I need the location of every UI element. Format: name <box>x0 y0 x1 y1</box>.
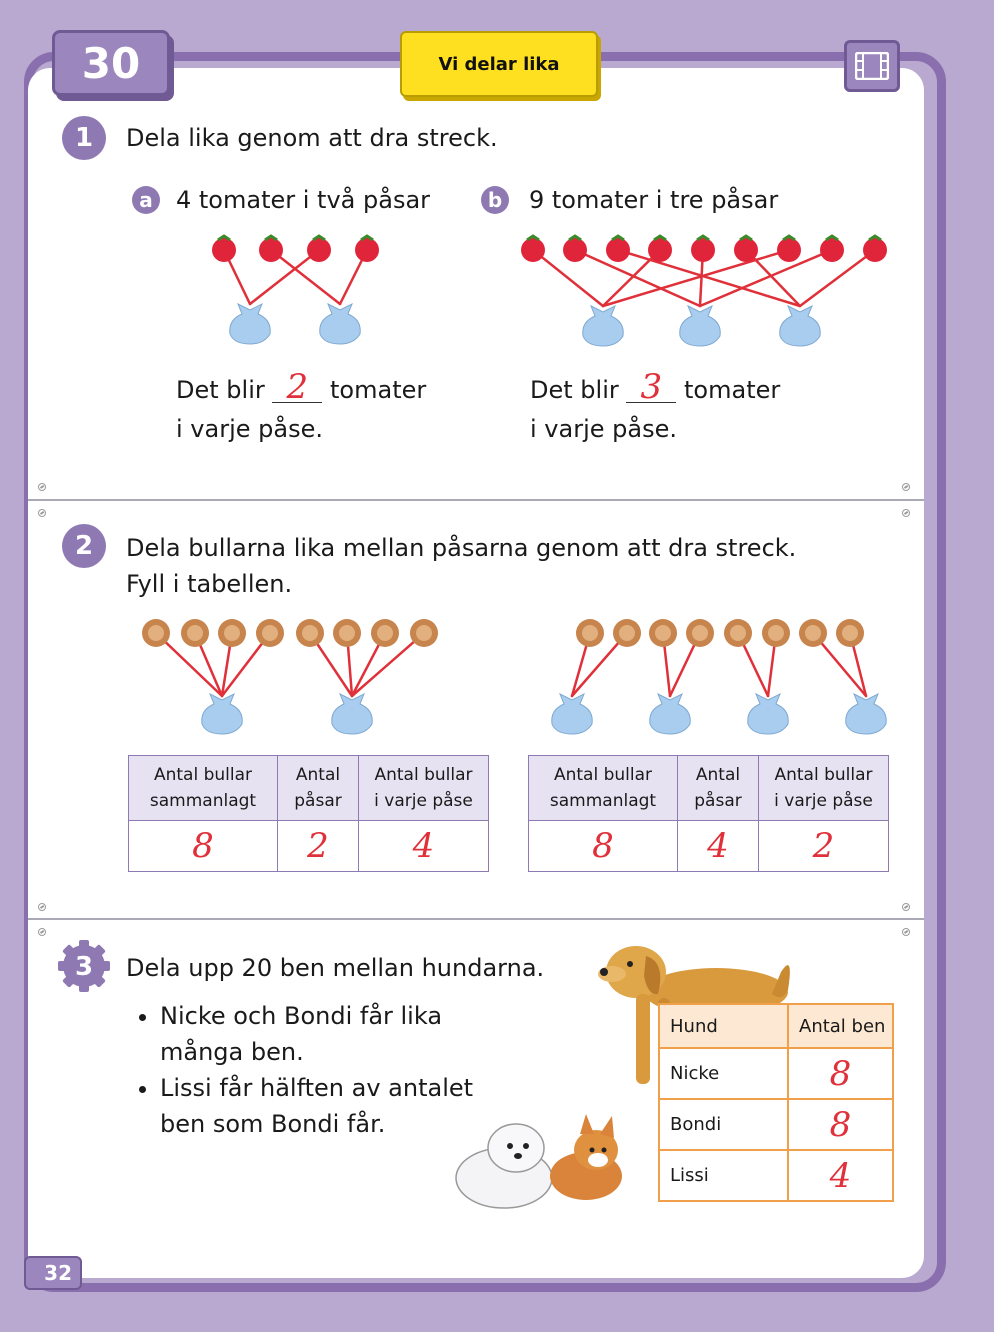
table-header: Antal bullar sammanlagt <box>529 756 678 821</box>
tomato-icon <box>734 238 758 262</box>
subtask-a-label: a <box>132 186 160 214</box>
total-buns-cell[interactable]: 8 <box>129 821 278 872</box>
table-header: Antal påsar <box>278 756 359 821</box>
bun-center <box>224 625 240 641</box>
subtask-a-answer-line2: i varje påse. <box>176 415 323 443</box>
screw-icon <box>902 903 910 911</box>
bag-icon <box>650 694 691 734</box>
dog-name: Nicke <box>659 1048 788 1099</box>
table-row <box>659 1150 893 1201</box>
bullet-item: • Lissi får hälften av antalet ben som Bondi får. <box>160 1070 473 1142</box>
task3-instruction: Dela upp 20 ben mellan hundarna. <box>126 954 545 982</box>
dog-name: Lissi <box>659 1150 788 1201</box>
dog-name: Bondi <box>659 1099 788 1150</box>
bun-center <box>148 625 164 641</box>
small-dogs-illustration <box>446 1108 636 1218</box>
gear-icon <box>56 938 112 994</box>
bag-icon <box>583 306 624 346</box>
bun-center <box>582 625 598 641</box>
screw-icon <box>902 928 910 936</box>
task1-tomato-drawing <box>0 0 994 360</box>
table-header: Antal ben <box>788 1004 893 1048</box>
tomato-icon <box>259 238 283 262</box>
table-header: Hund <box>659 1004 788 1048</box>
bun-center <box>416 625 432 641</box>
screw-icon <box>38 509 46 517</box>
bag-icon <box>780 306 821 346</box>
bones-cell[interactable]: 8 <box>788 1099 893 1150</box>
left-bun-table <box>128 755 489 872</box>
table-header: Antal bullar i varje påse <box>759 756 889 821</box>
bag-icon <box>202 694 243 734</box>
subtask-b-answer-line: Det blir 3 tomater <box>530 367 781 407</box>
tomato-icon <box>648 238 672 262</box>
task2-bun-drawing <box>0 600 994 740</box>
page-number: 32 <box>24 1256 82 1290</box>
tomato-icon <box>820 238 844 262</box>
bun-center <box>339 625 355 641</box>
bun-center <box>187 625 203 641</box>
bag-icon <box>230 304 271 344</box>
screw-icon <box>902 509 910 517</box>
right-bun-table <box>528 755 889 872</box>
screw-icon <box>38 903 46 911</box>
bun-center <box>655 625 671 641</box>
section-divider <box>28 918 924 920</box>
table-header: Antal bullar i varje påse <box>359 756 489 821</box>
task-number: 2 <box>62 524 106 568</box>
subtask-a-answer-line: Det blir 2 tomater <box>176 367 427 407</box>
connection-line <box>271 250 340 304</box>
screw-icon <box>38 483 46 491</box>
subtask-b-label: b <box>481 186 509 214</box>
tomato-icon <box>863 238 887 262</box>
bun-center <box>692 625 708 641</box>
tomato-icon <box>307 238 331 262</box>
bun-center <box>805 625 821 641</box>
subtask-b-answer-line2: i varje påse. <box>530 415 677 443</box>
task1-instruction: Dela lika genom att dra streck. <box>126 124 498 152</box>
tomato-icon <box>212 238 236 262</box>
bag-icon <box>680 306 721 346</box>
bag-icon <box>846 694 887 734</box>
bun-center <box>730 625 746 641</box>
bun-center <box>842 625 858 641</box>
bags-cell[interactable]: 4 <box>678 821 759 872</box>
subtask-a-text: 4 tomater i två påsar <box>176 186 431 214</box>
bullet-item: • Nicke och Bondi får lika många ben. <box>160 998 473 1070</box>
tomato-icon <box>606 238 630 262</box>
screw-icon <box>902 483 910 491</box>
bones-cell[interactable]: 4 <box>788 1150 893 1201</box>
table-row <box>659 1099 893 1150</box>
screw-icon <box>38 928 46 936</box>
task2-instruction-line1: Dela bullarna lika mellan påsarna genom att dra streck. <box>126 534 797 562</box>
tomato-icon <box>355 238 379 262</box>
bun-center <box>619 625 635 641</box>
buns-per-bag-cell[interactable]: 4 <box>359 821 489 872</box>
subtask-a-answer[interactable]: 2 <box>272 372 322 403</box>
svg-text:3: 3 <box>74 952 94 982</box>
tomato-icon <box>777 238 801 262</box>
task-number: 1 <box>62 116 106 160</box>
task3-bullet-list <box>128 998 473 1142</box>
table-header: Antal bullar sammanlagt <box>129 756 278 821</box>
subtask-b-answer[interactable]: 3 <box>626 372 676 403</box>
bun-center <box>302 625 318 641</box>
bag-icon <box>320 304 361 344</box>
bun-center <box>377 625 393 641</box>
section-divider <box>28 499 924 501</box>
bag-icon <box>748 694 789 734</box>
lesson-number: 30 <box>81 38 141 88</box>
bag-icon <box>332 694 373 734</box>
task2-instruction-line2: Fyll i tabellen. <box>126 570 293 598</box>
tomato-icon <box>691 238 715 262</box>
bag-icon <box>552 694 593 734</box>
total-buns-cell[interactable]: 8 <box>529 821 678 872</box>
table-row <box>659 1048 893 1099</box>
dog-bones-table <box>658 1003 894 1202</box>
tomato-icon <box>563 238 587 262</box>
connection-line <box>250 250 319 304</box>
subtask-b-text: 9 tomater i tre påsar <box>529 186 779 214</box>
tomato-icon <box>521 238 545 262</box>
bun-center <box>262 625 278 641</box>
bones-cell[interactable]: 8 <box>788 1048 893 1099</box>
table-header: Antal påsar <box>678 756 759 821</box>
buns-per-bag-cell[interactable]: 2 <box>759 821 889 872</box>
page-title: Vi delar lika <box>438 53 560 75</box>
bun-center <box>768 625 784 641</box>
bags-cell[interactable]: 2 <box>278 821 359 872</box>
